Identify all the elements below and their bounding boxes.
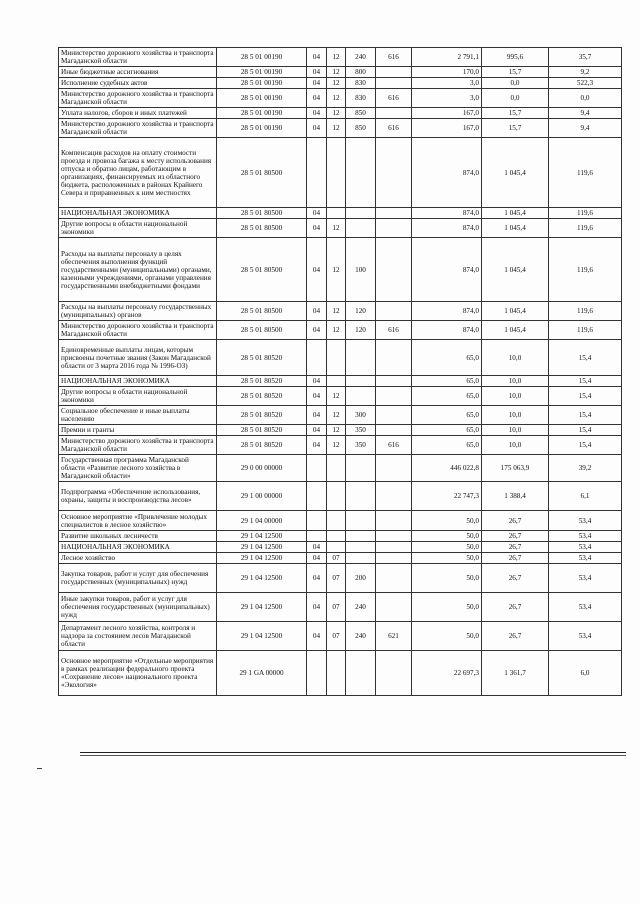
row-percent: 9,4 <box>549 119 622 138</box>
row-vid: 240 <box>346 622 376 651</box>
row-podrazdel: 12 <box>327 48 346 67</box>
row-ispoln: 10,0 <box>482 406 549 425</box>
row-code: 28 5 01 80500 <box>217 238 307 302</box>
row-grbs: 616 <box>376 436 412 455</box>
row-name: Расходы на выплаты персоналу государственных (муниципальных) органов <box>59 302 217 321</box>
row-name: Министерство дорожного хозяйства и транспорта Магаданской области <box>59 48 217 67</box>
row-percent: 53,4 <box>549 564 622 593</box>
row-podrazdel: 07 <box>327 564 346 593</box>
row-podrazdel: 12 <box>327 78 346 89</box>
row-name: Исполнение судебных актов <box>59 78 217 89</box>
row-ispoln: 175 063,9 <box>482 455 549 482</box>
row-name: Министерство дорожного хозяйства и транспорта Магаданской области <box>59 436 217 455</box>
row-plan: 874,0 <box>412 219 482 238</box>
row-code: 28 5 01 80500 <box>217 138 307 208</box>
table-row <box>59 340 622 376</box>
row-vid: 120 <box>346 321 376 340</box>
row-podrazdel <box>327 511 346 531</box>
row-grbs: 616 <box>376 119 412 138</box>
row-razdel <box>307 511 327 531</box>
table-row <box>59 651 622 696</box>
table-row <box>59 238 622 302</box>
row-grbs <box>376 108 412 119</box>
row-code: 28 5 01 80520 <box>217 376 307 387</box>
row-plan: 65,0 <box>412 340 482 376</box>
row-ispoln: 10,0 <box>482 340 549 376</box>
row-vid <box>346 219 376 238</box>
row-plan: 50,0 <box>412 553 482 564</box>
row-plan: 167,0 <box>412 119 482 138</box>
row-vid <box>346 542 376 553</box>
row-razdel: 04 <box>307 302 327 321</box>
row-code: 28 5 01 80500 <box>217 219 307 238</box>
table-row <box>59 208 622 219</box>
row-code: 29 1 GA 00000 <box>217 651 307 696</box>
row-vid: 350 <box>346 425 376 436</box>
row-razdel: 04 <box>307 542 327 553</box>
row-vid <box>346 387 376 406</box>
row-ispoln: 26,7 <box>482 593 549 622</box>
row-podrazdel: 12 <box>327 425 346 436</box>
row-ispoln: 26,7 <box>482 531 549 542</box>
row-name: НАЦИОНАЛЬНАЯ ЭКОНОМИКА <box>59 208 217 219</box>
table-row <box>59 425 622 436</box>
row-razdel <box>307 340 327 376</box>
row-plan: 50,0 <box>412 622 482 651</box>
row-ispoln: 0,0 <box>482 89 549 108</box>
row-plan: 874,0 <box>412 302 482 321</box>
table-row <box>59 376 622 387</box>
row-razdel: 04 <box>307 376 327 387</box>
row-name: НАЦИОНАЛЬНАЯ ЭКОНОМИКА <box>59 376 217 387</box>
row-name: Департамент лесного хозяйства, контроля и надзора за состоянием лесов Магаданской области <box>59 622 217 651</box>
row-percent: 6,1 <box>549 482 622 511</box>
row-razdel: 04 <box>307 108 327 119</box>
row-plan: 874,0 <box>412 321 482 340</box>
row-podrazdel <box>327 340 346 376</box>
row-grbs <box>376 482 412 511</box>
row-plan: 167,0 <box>412 108 482 119</box>
row-code: 28 5 01 80520 <box>217 436 307 455</box>
row-code: 29 1 04 12500 <box>217 542 307 553</box>
row-razdel <box>307 531 327 542</box>
row-razdel: 04 <box>307 406 327 425</box>
row-name: Основное мероприятие «Привлечение молодых специалистов в лесное хозяйство» <box>59 511 217 531</box>
row-ispoln: 1 045,4 <box>482 208 549 219</box>
row-percent: 53,4 <box>549 622 622 651</box>
row-name: Премии и гранты <box>59 425 217 436</box>
row-name: Подпрограмма «Обеспечение использования, охраны, защиты и воспроизводства лесов» <box>59 482 217 511</box>
row-razdel <box>307 482 327 511</box>
row-plan: 3,0 <box>412 89 482 108</box>
row-ispoln: 26,7 <box>482 553 549 564</box>
margin-dash <box>37 768 42 769</box>
row-razdel <box>307 455 327 482</box>
row-code: 28 5 01 00190 <box>217 119 307 138</box>
row-plan: 50,0 <box>412 593 482 622</box>
row-percent: 119,6 <box>549 138 622 208</box>
row-podrazdel: 12 <box>327 436 346 455</box>
row-podrazdel: 12 <box>327 302 346 321</box>
row-percent: 53,4 <box>549 542 622 553</box>
row-razdel: 04 <box>307 67 327 78</box>
row-percent: 9,4 <box>549 108 622 119</box>
row-grbs <box>376 593 412 622</box>
row-vid: 350 <box>346 436 376 455</box>
row-vid <box>346 511 376 531</box>
row-name: Развитие школьных лесничеств <box>59 531 217 542</box>
row-vid <box>346 651 376 696</box>
row-grbs <box>376 542 412 553</box>
row-podrazdel: 07 <box>327 553 346 564</box>
table-row <box>59 553 622 564</box>
row-grbs <box>376 406 412 425</box>
row-code: 28 5 01 80520 <box>217 387 307 406</box>
row-ispoln: 1 388,4 <box>482 482 549 511</box>
row-ispoln: 26,7 <box>482 622 549 651</box>
row-vid: 850 <box>346 119 376 138</box>
row-code: 28 5 01 00190 <box>217 67 307 78</box>
table-row <box>59 78 622 89</box>
row-ispoln: 26,7 <box>482 511 549 531</box>
row-percent: 39,2 <box>549 455 622 482</box>
row-ispoln: 1 045,4 <box>482 321 549 340</box>
table-row <box>59 302 622 321</box>
bottom-rule-thin <box>80 755 626 756</box>
row-podrazdel: 07 <box>327 593 346 622</box>
row-podrazdel: 07 <box>327 622 346 651</box>
row-podrazdel <box>327 482 346 511</box>
row-grbs <box>376 511 412 531</box>
row-grbs <box>376 208 412 219</box>
row-name: Уплата налогов, сборов и иных платежей <box>59 108 217 119</box>
row-podrazdel <box>327 208 346 219</box>
row-percent: 9,2 <box>549 67 622 78</box>
row-podrazdel: 12 <box>327 119 346 138</box>
row-code: 29 0 00 00000 <box>217 455 307 482</box>
row-grbs <box>376 67 412 78</box>
row-plan: 874,0 <box>412 138 482 208</box>
row-name: Министерство дорожного хозяйства и транспорта Магаданской области <box>59 119 217 138</box>
row-plan: 874,0 <box>412 208 482 219</box>
row-grbs: 621 <box>376 622 412 651</box>
row-percent: 119,6 <box>549 302 622 321</box>
row-percent: 35,7 <box>549 48 622 67</box>
row-razdel: 04 <box>307 553 327 564</box>
row-ispoln: 15,7 <box>482 67 549 78</box>
row-razdel: 04 <box>307 238 327 302</box>
row-podrazdel <box>327 542 346 553</box>
row-grbs <box>376 78 412 89</box>
row-percent: 53,4 <box>549 531 622 542</box>
row-plan: 446 022,8 <box>412 455 482 482</box>
row-razdel: 04 <box>307 387 327 406</box>
row-podrazdel: 12 <box>327 406 346 425</box>
row-vid: 850 <box>346 108 376 119</box>
row-vid: 100 <box>346 238 376 302</box>
row-plan: 3,0 <box>412 78 482 89</box>
row-code: 28 5 01 00190 <box>217 89 307 108</box>
row-name: Лесное хозяйство <box>59 553 217 564</box>
row-ispoln: 10,0 <box>482 376 549 387</box>
row-name: Государственная программа Магаданской области «Развитие лесного хозяйства в Магаданской области» <box>59 455 217 482</box>
row-plan: 65,0 <box>412 376 482 387</box>
row-name: Единовременные выплаты лицам, которым присвоены почетные звания (Закон Магаданской области от 3 марта 2016 года № 1996-ОЗ) <box>59 340 217 376</box>
row-razdel: 04 <box>307 321 327 340</box>
row-podrazdel <box>327 531 346 542</box>
row-vid: 240 <box>346 593 376 622</box>
row-code: 29 1 04 00000 <box>217 511 307 531</box>
row-ispoln: 10,0 <box>482 436 549 455</box>
row-podrazdel: 12 <box>327 321 346 340</box>
row-code: 28 5 01 80500 <box>217 208 307 219</box>
row-razdel: 04 <box>307 78 327 89</box>
row-ispoln: 10,0 <box>482 387 549 406</box>
row-grbs <box>376 302 412 321</box>
row-code: 28 5 01 00190 <box>217 78 307 89</box>
row-percent: 53,4 <box>549 553 622 564</box>
row-grbs: 616 <box>376 89 412 108</box>
row-name: Министерство дорожного хозяйства и транспорта Магаданской области <box>59 321 217 340</box>
row-razdel: 04 <box>307 219 327 238</box>
row-podrazdel <box>327 455 346 482</box>
row-razdel: 04 <box>307 119 327 138</box>
row-razdel: 04 <box>307 208 327 219</box>
row-code: 28 5 01 80500 <box>217 321 307 340</box>
row-podrazdel <box>327 651 346 696</box>
row-ispoln: 15,7 <box>482 108 549 119</box>
row-grbs <box>376 455 412 482</box>
row-name: Закупка товаров, работ и услуг для обеспечения государственных (муниципальных) нужд <box>59 564 217 593</box>
row-razdel: 04 <box>307 89 327 108</box>
row-vid <box>346 376 376 387</box>
row-percent: 53,4 <box>549 593 622 622</box>
table-row <box>59 89 622 108</box>
row-podrazdel <box>327 376 346 387</box>
table-row <box>59 108 622 119</box>
row-plan: 65,0 <box>412 406 482 425</box>
row-plan: 65,0 <box>412 425 482 436</box>
row-podrazdel: 12 <box>327 238 346 302</box>
row-podrazdel: 12 <box>327 219 346 238</box>
row-percent: 0,0 <box>549 89 622 108</box>
row-name: Другие вопросы в области национальной экономики <box>59 219 217 238</box>
row-vid: 300 <box>346 406 376 425</box>
row-vid: 240 <box>346 48 376 67</box>
row-name: Другие вопросы в области национальной экономики <box>59 387 217 406</box>
row-code: 29 1 04 12500 <box>217 593 307 622</box>
row-code: 28 5 01 80500 <box>217 302 307 321</box>
row-ispoln: 1 045,4 <box>482 238 549 302</box>
row-plan: 50,0 <box>412 511 482 531</box>
row-ispoln: 1 045,4 <box>482 138 549 208</box>
row-percent: 119,6 <box>549 219 622 238</box>
row-name: Социальное обеспечение и иные выплаты населению <box>59 406 217 425</box>
bottom-rule <box>80 752 626 753</box>
row-podrazdel: 12 <box>327 89 346 108</box>
table-row <box>59 531 622 542</box>
row-razdel <box>307 651 327 696</box>
row-podrazdel: 12 <box>327 108 346 119</box>
row-razdel: 04 <box>307 436 327 455</box>
row-name: Министерство дорожного хозяйства и транспорта Магаданской области <box>59 89 217 108</box>
row-grbs <box>376 564 412 593</box>
row-code: 29 1 04 12500 <box>217 564 307 593</box>
row-name: Расходы на выплаты персоналу в целях обеспечения выполнения функций государственными (муниципальными) органами, казенными учреждениями, органами управления государственными внебюджетными фондами <box>59 238 217 302</box>
row-ispoln: 26,7 <box>482 564 549 593</box>
row-ispoln: 26,7 <box>482 542 549 553</box>
row-percent: 15,4 <box>549 436 622 455</box>
row-podrazdel: 12 <box>327 67 346 78</box>
row-code: 29 1 04 12500 <box>217 531 307 542</box>
row-code: 28 5 01 00190 <box>217 48 307 67</box>
row-grbs <box>376 238 412 302</box>
row-vid: 830 <box>346 89 376 108</box>
row-plan: 874,0 <box>412 238 482 302</box>
table-row <box>59 119 622 138</box>
row-razdel: 04 <box>307 48 327 67</box>
row-ispoln: 1 045,4 <box>482 302 549 321</box>
table-row <box>59 564 622 593</box>
row-ispoln: 1 361,7 <box>482 651 549 696</box>
table-row <box>59 67 622 78</box>
row-razdel: 04 <box>307 593 327 622</box>
row-grbs <box>376 138 412 208</box>
budget-table <box>58 47 622 696</box>
row-name: Иные бюджетные ассигнования <box>59 67 217 78</box>
row-vid <box>346 208 376 219</box>
row-percent: 15,4 <box>549 425 622 436</box>
table-row <box>59 321 622 340</box>
row-name: Основное мероприятие «Отдельные мероприятия в рамках реализации федерального проекта «Сохранение лесов» национального проекта «Экология» <box>59 651 217 696</box>
row-vid <box>346 482 376 511</box>
row-percent: 119,6 <box>549 321 622 340</box>
row-percent: 15,4 <box>549 340 622 376</box>
row-grbs <box>376 553 412 564</box>
row-percent: 119,6 <box>549 238 622 302</box>
row-grbs <box>376 376 412 387</box>
table-row <box>59 455 622 482</box>
row-podrazdel <box>327 138 346 208</box>
row-name: Иные закупки товаров, работ и услуг для обеспечения государственных (муниципальных) нужд <box>59 593 217 622</box>
row-plan: 50,0 <box>412 531 482 542</box>
table-row <box>59 511 622 531</box>
row-vid: 200 <box>346 564 376 593</box>
row-ispoln: 0,0 <box>482 78 549 89</box>
table-row <box>59 622 622 651</box>
row-code: 28 5 01 00190 <box>217 108 307 119</box>
row-name: НАЦИОНАЛЬНАЯ ЭКОНОМИКА <box>59 542 217 553</box>
row-code: 28 5 01 80520 <box>217 425 307 436</box>
row-percent: 15,4 <box>549 406 622 425</box>
row-razdel: 04 <box>307 564 327 593</box>
table-row <box>59 542 622 553</box>
row-plan: 50,0 <box>412 542 482 553</box>
row-grbs <box>376 531 412 542</box>
table-row <box>59 387 622 406</box>
row-vid <box>346 455 376 482</box>
row-code: 28 5 01 80520 <box>217 406 307 425</box>
row-vid <box>346 553 376 564</box>
table-body <box>59 48 622 696</box>
row-ispoln: 995,6 <box>482 48 549 67</box>
table-row <box>59 436 622 455</box>
row-ispoln: 15,7 <box>482 119 549 138</box>
row-vid: 800 <box>346 67 376 78</box>
row-plan: 2 791,1 <box>412 48 482 67</box>
row-razdel: 04 <box>307 622 327 651</box>
row-percent: 119,6 <box>549 208 622 219</box>
row-code: 29 1 04 12500 <box>217 553 307 564</box>
row-plan: 65,0 <box>412 436 482 455</box>
row-plan: 22 697,3 <box>412 651 482 696</box>
row-grbs <box>376 651 412 696</box>
row-plan: 170,0 <box>412 67 482 78</box>
row-code: 28 5 01 80520 <box>217 340 307 376</box>
table-row <box>59 138 622 208</box>
row-grbs <box>376 219 412 238</box>
row-plan: 65,0 <box>412 387 482 406</box>
row-percent: 15,4 <box>549 376 622 387</box>
row-grbs <box>376 425 412 436</box>
row-podrazdel: 12 <box>327 387 346 406</box>
row-grbs: 616 <box>376 321 412 340</box>
row-vid: 120 <box>346 302 376 321</box>
table-row <box>59 48 622 67</box>
row-vid: 830 <box>346 78 376 89</box>
row-vid <box>346 138 376 208</box>
table-row <box>59 593 622 622</box>
row-grbs <box>376 387 412 406</box>
row-vid <box>346 340 376 376</box>
row-razdel: 04 <box>307 425 327 436</box>
row-name: Компенсация расходов на оплату стоимости проезда и провоза багажа к месту использования отпуска и обратно лицам, работающим в организациях, финансируемых из областного бюджета, расположенных в районах Крайнего Севера и приравненных к ним местностях <box>59 138 217 208</box>
row-grbs <box>376 340 412 376</box>
row-razdel <box>307 138 327 208</box>
table-row <box>59 219 622 238</box>
row-percent: 15,4 <box>549 387 622 406</box>
row-percent: 53,4 <box>549 511 622 531</box>
row-code: 29 1 04 12500 <box>217 622 307 651</box>
row-ispoln: 1 045,4 <box>482 219 549 238</box>
row-grbs: 616 <box>376 48 412 67</box>
row-vid <box>346 531 376 542</box>
row-ispoln: 10,0 <box>482 425 549 436</box>
table-row <box>59 482 622 511</box>
row-code: 29 1 00 00000 <box>217 482 307 511</box>
row-plan: 22 747,3 <box>412 482 482 511</box>
row-percent: 6,0 <box>549 651 622 696</box>
row-percent: 522,3 <box>549 78 622 89</box>
row-plan: 50,0 <box>412 564 482 593</box>
table-row <box>59 406 622 425</box>
